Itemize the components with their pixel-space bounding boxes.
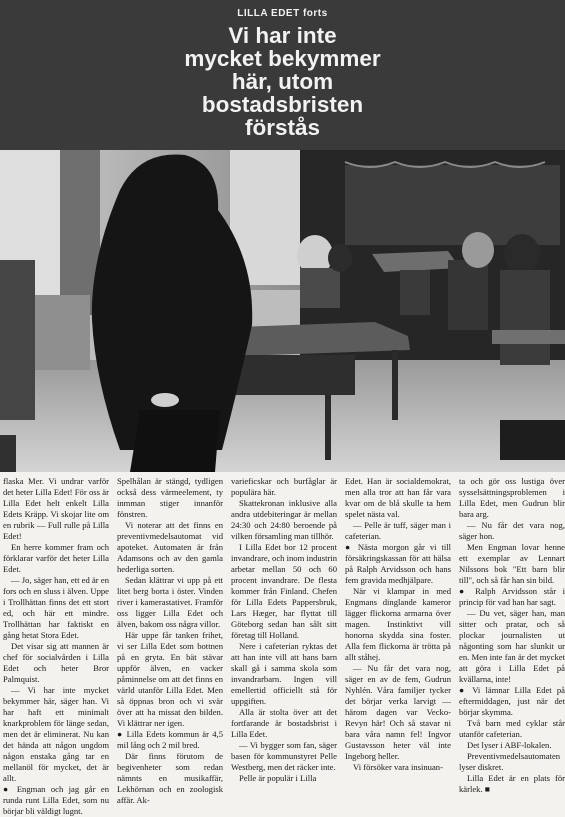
paragraph: Sedan klättrar vi upp på ett litet berg borta i öster. Vinden river i kamerastativet. Framför oss ligger Lilla Edet och älven, bakom oss några villor. <box>117 575 223 629</box>
article-column-5 <box>459 476 565 795</box>
paragraph: varieficskar och burfåglar är populära här. <box>231 476 337 497</box>
article-column-3 <box>231 476 337 784</box>
header-band <box>0 0 565 150</box>
paragraph: — Pelle är tuff, säger man i cafeterian. <box>345 520 451 541</box>
article-column-2 <box>117 476 223 806</box>
article-column-4 <box>345 476 451 773</box>
paragraph: Nere i cafeterian ryktas det att han inte vill att hans barn skall gå i samma skola som invandrarbarn. Ingen vill emellertid officiellt stå för uppgiften. <box>231 641 337 706</box>
paragraph: En herre kommer fram och förklarar varför det heter Lilla Edet. <box>3 542 109 574</box>
paragraph: När vi klampar in med Engmans dinglande kameror lägger flickorna armarna över magen. Instinktivt vill honorna skydda sina foster. Alla fem flickorna är trötta på allt ståhej. <box>345 586 451 662</box>
headline-line: här, utom <box>231 69 334 94</box>
paragraph: Preventivmedelsautomaten lyser diskret. <box>459 751 561 772</box>
paragraph: — Nu får det vara nog, säger en av de fem, Gudrun Nyhlén. Våra familjer tycker det börjar verka larvigt — härom dagen var Vecko-Revyn här! Och så stavar ni bara våra namn fel! Ingvor Gustavsson heter väl inte Ingeborg heller. <box>345 663 451 761</box>
paragraph: flaska Mer. Vi undrar varför det heter Lilla Edet! För oss är Lilla Edet helt enkelt Lilla Edets Kräpp. Vi skojar lite om en rubrik — Full rulle på Lilla Edet! <box>3 476 109 541</box>
headline-line: Vi har inte <box>228 23 337 48</box>
paragraph: Där finns förutom de begivenheter som redan nämnts en musikaffär, Lekhörnan och en zoologisk affär. Ak- <box>117 751 223 805</box>
article-column-1 <box>3 476 109 817</box>
paragraph: Alla är stolta över att det fortfarande är bostadsbrist i Lilla Edet. <box>231 707 337 739</box>
paragraph: Vi försöker vara insinuan- <box>353 762 443 772</box>
paragraph: — Nu får det vara nog, säger hon. <box>459 520 565 541</box>
paragraph: ● Nästa morgon går vi till försäkringskassan för att hälsa på Ralph Arvidsson och hans fem gravida medhjälpare. <box>345 542 451 585</box>
paragraph: Vi noterar att det finns en preventivmedelsautomat vid apoteket. Automaten är från Adamsons och av den gamla hederliga sorten. <box>117 520 223 574</box>
paragraph: Det lyser i ABF-lokalen. <box>467 740 552 750</box>
paragraph: ● Vi lämnar Lilla Edet på eftermiddagen, just när det börjar skymma. <box>459 685 565 717</box>
paragraph: ● Lilla Edets kommun är 4,5 mil lång och 2 mil bred. <box>117 729 223 750</box>
headline <box>90 24 475 139</box>
paragraph: Skattekronan inklusive alla andra utdebiteringar är mellan 24:30 och 24:80 beroende på vilken församling man tillhör. <box>231 498 337 541</box>
paragraph: Pelle är populär i Lilla <box>239 773 317 783</box>
paragraph: — Jo, säger han, ett ed är en fors och en sluss i älven. Uppe i Trollhättan finns det ett stort ed, och här ett mindre. Trollhättan har faktiskt en gång hetat Stora Edet. <box>3 575 109 640</box>
paragraph: ta och gör oss lustiga över sysselsättningsproblemen i Lilla Edet, men Gudrun blir bara arg. <box>459 476 565 519</box>
paragraph: Men Engman lovar henne ett exemplar av Lennart Nilssons bok "Ett barn blir till", och så får han sin bild. <box>459 542 565 585</box>
paragraph: Här uppe får tanken frihet, vi ser Lilla Edet som bottnen på en gryta. En bät stävar uppför älven, en vacker påminnelse om att det finns en värld utanför Lilla Edet. Men så öppnas bron och vi svär över att ha missat den bilden. Vi klättrar ner igen. <box>117 630 223 728</box>
kicker: LILLA EDET forts <box>237 8 328 19</box>
paragraph: Lilla Edet är en plats för kärlek. ■ <box>459 773 565 794</box>
paragraph: I Lilla Edet bor 12 procent invandrare, och inom industrin arbetar mellan 50 och 60 procent invandrare. De flesta kommer från Finland. Chefen för Lilla Edets Pappersbruk, Lars Hæger, har flyttat till Göteborg sedan han sålt sitt företag till Holland. <box>231 542 337 640</box>
paragraph: — Vi har inte mycket bekymmer här, säger han. Vi har haft ett minimalt knarkproblem för länge sedan, men det är eliminerat. Nu kan det hända att någon ungdom någon enstaka gång tar en mellanöl för mycket, det är allt. <box>3 685 109 783</box>
headline-line: bostadsbristen <box>201 92 364 117</box>
paragraph: — Vi bygger som fan, säger basen för kommunstyret Pelle Westberg, men det räcker inte. <box>231 740 337 772</box>
paragraph: ● Engman och jag går en runda runt Lilla Edet, som nu börjar bli väldigt lugnt. <box>3 784 109 816</box>
article-body <box>3 476 565 816</box>
paragraph: — Du vet, säger han, man sitter och pratar, och så plockar journalisten ut någonting som har slunkit ur en. Men inte fan är det mycket att göra i Lilla Edet på kvällarna, inte! <box>459 608 565 684</box>
paragraph: Edet. Han är socialdemokrat, men alla tror att han får vara kvar om de blå skulle ta hem spelet nästa val. <box>345 476 451 519</box>
paragraph: Spelhålan är stängd, tydligen också dess värmeelement, ty inmman stiger innanför fönstren. <box>117 476 223 519</box>
headline-line: mycket bekymmer <box>184 46 381 71</box>
headline-line: förstås <box>244 115 321 140</box>
cafeteria-photo <box>0 150 565 472</box>
paragraph: ● Ralph Arvidsson står i princip för vad han har sagt. <box>459 586 565 607</box>
paragraph: Det visar sig att mannen är chef för socialvården i Lilla Edet och heter Bror Palmquist. <box>3 641 109 684</box>
paragraph: Två barn med cyklar står utanför cafeterian. <box>459 718 565 739</box>
